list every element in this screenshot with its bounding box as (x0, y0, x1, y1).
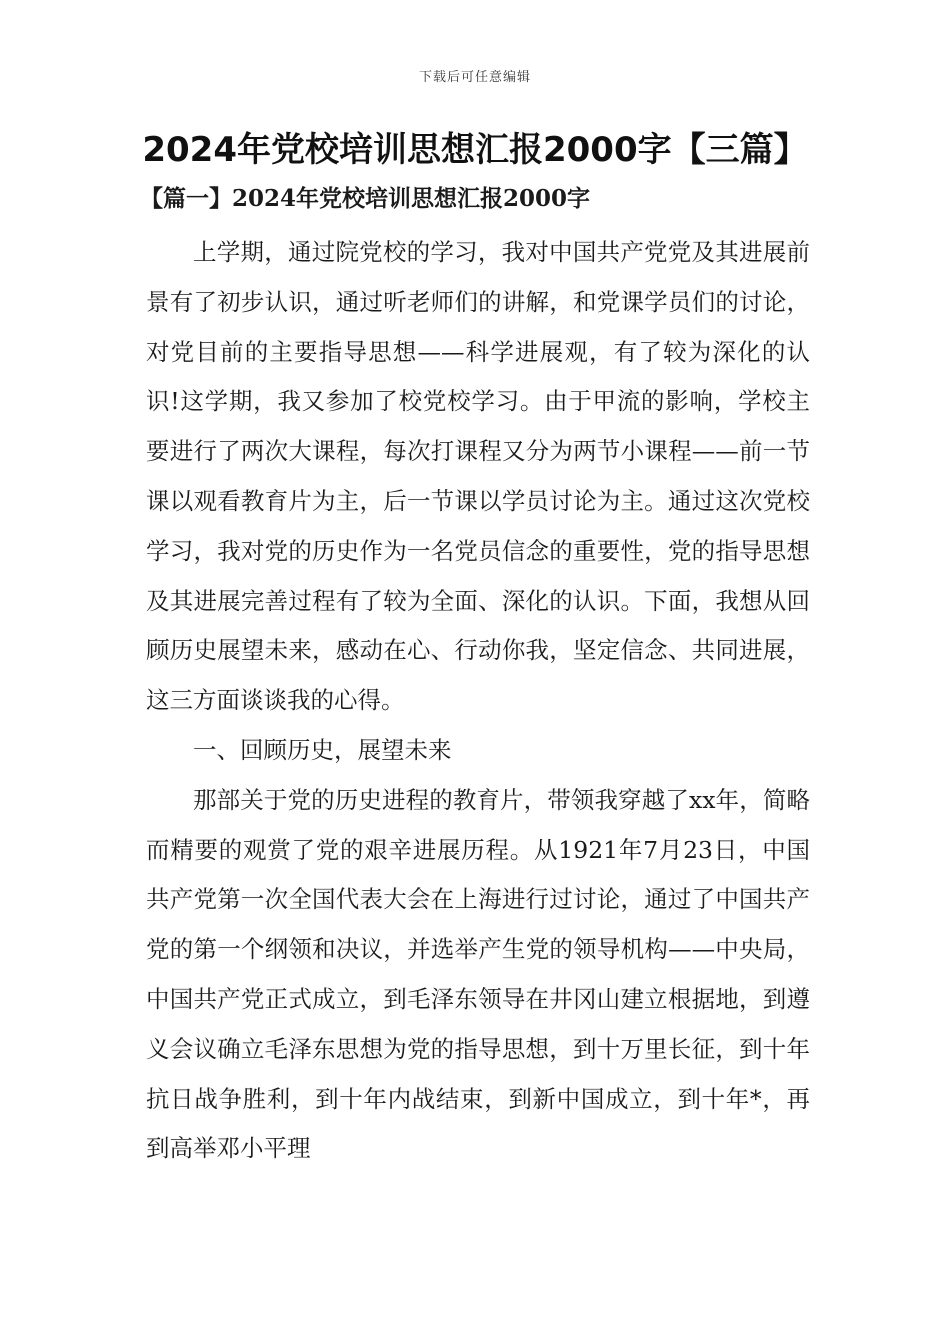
paragraph-intro: 上学期，通过院党校的学习，我对中国共产党党及其进展前景有了初步认识，通过听老师们的讲解，和党课学员们的讨论，对党目前的主要指导思想——科学进展观，有了较为深化的认识!这学期，我又参加了校党校学习。由于甲流的影响，学校主要进行了两次大课程，每次打课程又分为两节小课程——前一节课以观看教育片为主，后一节课以学员讨论为主。通过这次党校学习，我对党的历史作为一名党员信念的重要性，党的指导思想及其进展完善过程有了较为全面、深化的认识。下面，我想从回顾历史展望未来，感动在心、行动你我，坚定信念、共同进展，这三方面谈谈我的心得。 (146, 238, 810, 715)
header-note: 下载后可任意编辑 (418, 70, 531, 85)
body-text (146, 228, 810, 1174)
paragraph-history: 那部关于党的历史进程的教育片，带领我穿越了xx年，简略而精要的观赏了党的艰辛进展历程。从1921年7月23日，中国共产党第一次全国代表大会在上海进行过讨论，通过了中国共产党的第一个纲领和决议，并选举产生党的领导机构——中央局，中国共产党正式成立，到毛泽东领导在井冈山建立根据地，到遵义会议确立毛泽东思想为党的指导思想，到十万里长征，到十年抗日战争胜利，到十年内战结束，到新中国成立，到十年*，再到高举邓小平理 (146, 785, 810, 1163)
document-title: 2024年党校培训思想汇报2000字【三篇】 (142, 130, 808, 170)
paragraph-subheading: 一、回顾历史，展望未来 (193, 735, 452, 764)
section-heading: 【篇一】2024年党校培训思想汇报2000字 (140, 185, 591, 212)
